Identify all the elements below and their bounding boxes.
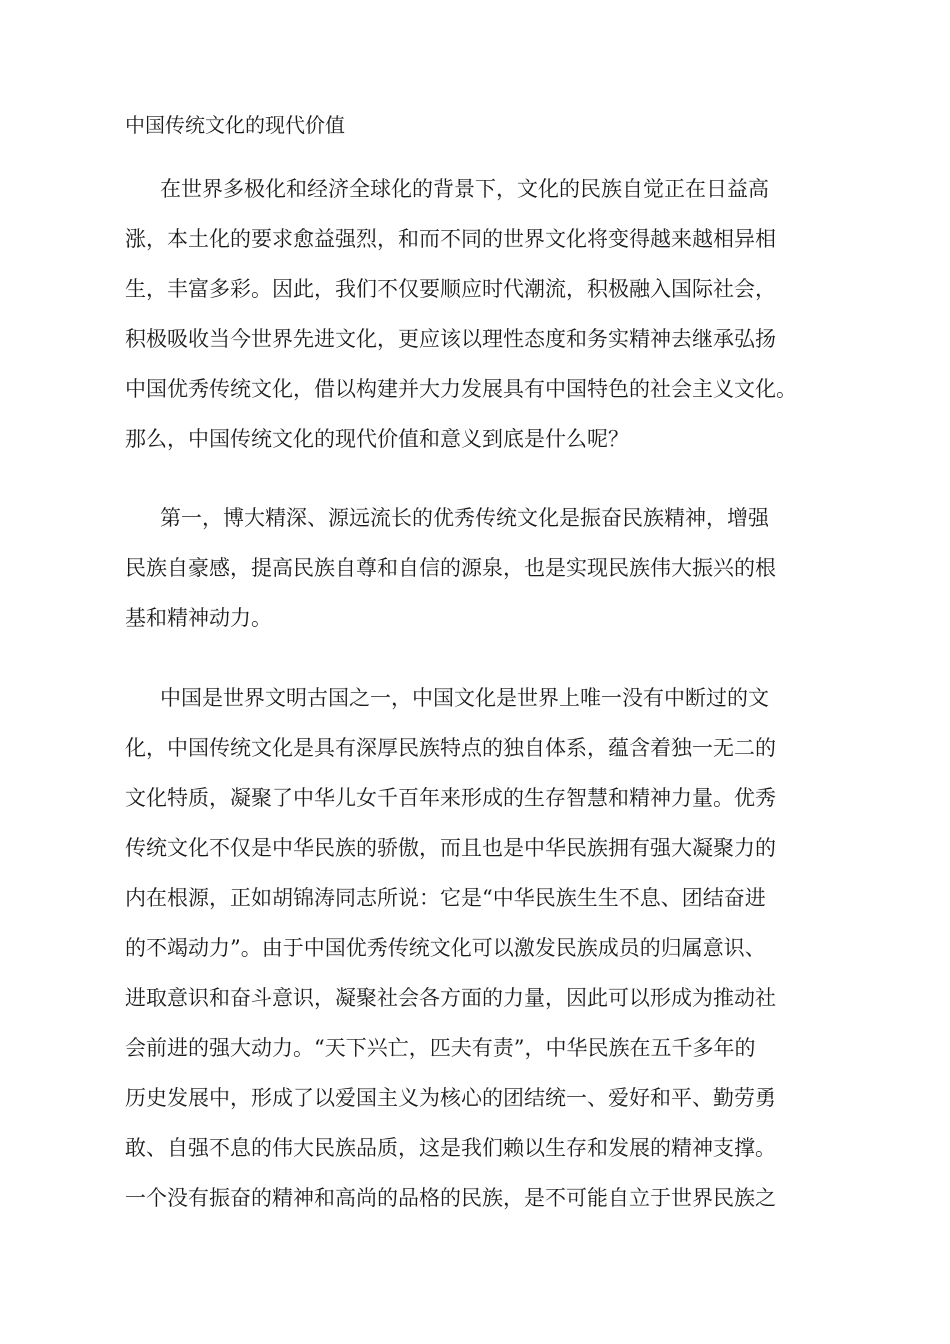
paragraph-1-line-6: 那么，中国传统文化的现代价值和意义到底是什么呢？ xyxy=(125,427,629,451)
paragraph-3-line-8: 会前进的强大动力。“天下兴亡，匹夫有责”，中华民族在五千多年的 xyxy=(125,1036,756,1060)
paragraph-1-line-5: 中国优秀传统文化，借以构建并大力发展具有中国特色的社会主义文化。 xyxy=(125,377,797,401)
paragraph-3-line-4: 传统文化不仅是中华民族的骄傲，而且也是中华民族拥有强大凝聚力的 xyxy=(125,836,776,860)
paragraph-3-line-10: 敢、自强不息的伟大民族品质，这是我们赖以生存和发展的精神支撑。 xyxy=(125,1136,776,1160)
paragraph-3-line-5: 内在根源，正如胡锦涛同志所说：它是“中华民族生生不息、团结奋进 xyxy=(125,886,766,910)
paragraph-1-line-2: 涨，本土化的要求愈益强烈，和而不同的世界文化将变得越来越相异相 xyxy=(125,227,776,251)
paragraph-1-line-3: 生，丰富多彩。因此，我们不仅要顺应时代潮流，积极融入国际社会， xyxy=(125,277,776,301)
paragraph-2-line-2: 民族自豪感，提高民族自尊和自信的源泉，也是实现民族伟大振兴的根 xyxy=(125,556,776,580)
paragraph-3-line-6: 的不竭动力”。由于中国优秀传统文化可以激发民族成员的归属意识、 xyxy=(125,936,766,960)
paragraph-3-line-9: 历史发展中，形成了以爱国主义为核心的团结统一、爱好和平、勤劳勇 xyxy=(125,1086,776,1110)
paragraph-2-line-3: 基和精神动力。 xyxy=(125,606,272,630)
paragraph-3-line-7: 进取意识和奋斗意识，凝聚社会各方面的力量，因此可以形成为推动社 xyxy=(125,986,776,1010)
paragraph-3-line-3: 文化特质，凝聚了中华儿女千百年来形成的生存智慧和精神力量。优秀 xyxy=(125,786,776,810)
paragraph-3-line-11: 一个没有振奋的精神和高尚的品格的民族，是不可能自立于世界民族之 xyxy=(125,1186,776,1210)
paragraph-2-line-1: 第一，博大精深、源远流长的优秀传统文化是振奋民族精神，增强 xyxy=(160,506,769,530)
paragraph-1-line-1: 在世界多极化和经济全球化的背景下，文化的民族自觉正在日益高 xyxy=(160,177,769,201)
paragraph-1-line-4: 积极吸收当今世界先进文化，更应该以理性态度和务实精神去继承弘扬 xyxy=(125,327,776,351)
paragraph-3-line-1: 中国是世界文明古国之一，中国文化是世界上唯一没有中断过的文 xyxy=(160,686,769,710)
document-title: 中国传统文化的现代价值 xyxy=(125,113,345,137)
paragraph-3-line-2: 化，中国传统文化是具有深厚民族特点的独自体系，蕴含着独一无二的 xyxy=(125,736,776,760)
